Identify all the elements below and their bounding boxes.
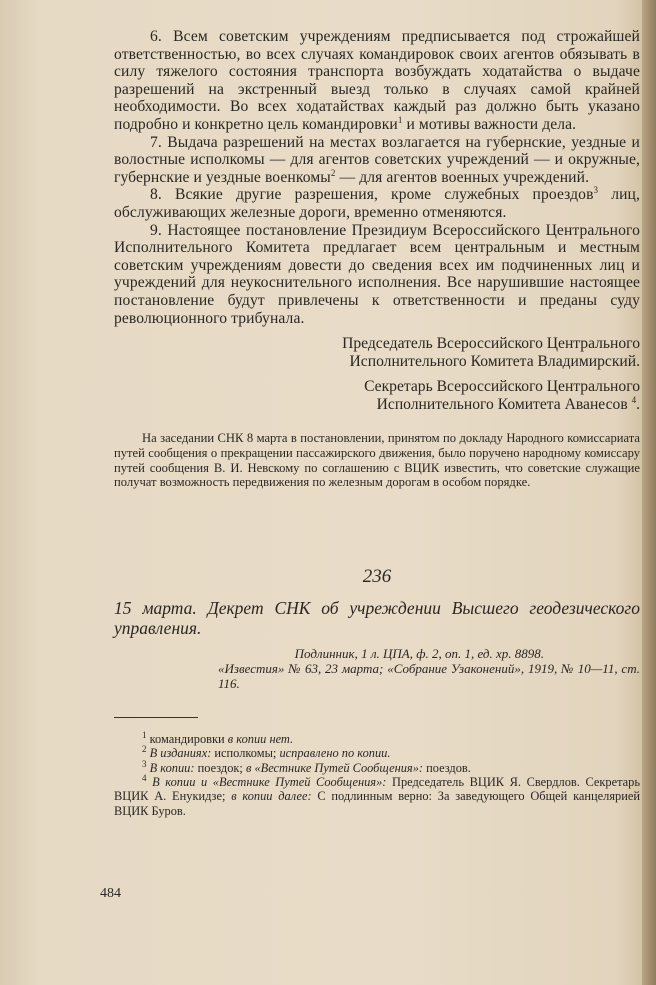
footnote-3 bbox=[114, 758, 640, 775]
paragraph-6-text: 6. Всем советским учреждениям предписывается под строжайшей ответственностью, во всех случаях командировок своих агентов обязывать в силу тяжелого состояния транспорта возбуждать ходатайства о выдаче разрешений на экстренный выезд только в случаях самой крайней необходимости. Во всех ходатайствах каждый раз должно быть указано подробно и конкретно цель командировки bbox=[114, 28, 640, 133]
footnote-4-italic-a: В копии и «Вестнике Путей Сообщения»: bbox=[146, 775, 387, 790]
paragraph-6-end: и мотивы важности дела. bbox=[402, 115, 577, 133]
footnote-3-text-a: поездок; bbox=[194, 760, 246, 775]
footnote-2-number: 2 bbox=[142, 744, 147, 755]
footnote-1 bbox=[114, 729, 640, 746]
footnote-3-italic-b: в «Вестнике Путей Сообщения»: bbox=[245, 760, 424, 775]
footnote-divider bbox=[114, 717, 198, 718]
paragraph-9: 9. Настоящее постановление Президиум Всероссийского Центрального Исполнительного Комитета предлагает всем центральным и местным советским учреждениям довести до сведения всех им подчиненных лиц и учреждений для неукоснительного исполнения. Все нарушившие настоящее постановление будут привлечены к ответственности и преданы суду революционного трибунала. bbox=[114, 221, 640, 327]
footnote-ref-1: 1 bbox=[397, 114, 403, 125]
document-number: 236 bbox=[362, 565, 392, 587]
footnote-ref-4: 4 bbox=[631, 394, 637, 405]
secretary-signature-line-1: Секретарь Всероссийского Центрального bbox=[364, 378, 640, 396]
footnote-1-text: командировки bbox=[146, 731, 228, 746]
footnote-3-italic-a: В копии: bbox=[146, 760, 195, 775]
paragraph-7 bbox=[114, 134, 640, 187]
footnote-4-text-b: С подлинным верно: За заведующего Общей канцелярией ВЦИК Буров. bbox=[114, 789, 640, 818]
secretary-name: Исполнительного Комитета Аванесов bbox=[376, 395, 628, 413]
footnote-4 bbox=[114, 772, 640, 818]
footnote-2-text: исполкомы; bbox=[211, 746, 280, 761]
footnote-1-italic: в копии нет. bbox=[227, 731, 294, 746]
source-line-2: «Известия» № 63, 23 марта; «Собрание Узаконений», 1919, № 10—11, ст. 116. bbox=[218, 660, 640, 691]
footnote-ref-2: 2 bbox=[330, 167, 336, 178]
footnote-2-italic-b: исправлено по копии. bbox=[279, 746, 391, 761]
chairman-signature-line-1: Председатель Всероссийского Центрального bbox=[342, 335, 640, 353]
page-text-block bbox=[114, 28, 640, 818]
source-line-1: Подлинник, 1 л. ЦПА, ф. 2, оп. 1, ед. хр. 8898. bbox=[294, 645, 544, 661]
paragraph-7-end: — для агентов военных учреждений. bbox=[335, 168, 590, 186]
chairman-signature-line-2: Исполнительного Комитета Владимирский. bbox=[349, 352, 640, 370]
page-number: 484 bbox=[100, 886, 121, 901]
editorial-note: На заседании СНК 8 марта в постановлении, принятом по докладу Народного комиссариата путей сообщения о прекращении пассажирского движения, было поручено народному комиссару путей сообщения В. И. Невскому по соглашению с ВЦИК известить, что советские служащие получат возможность передвижения по железным дорогам в особом порядке. bbox=[114, 431, 640, 490]
secretary-end: . bbox=[636, 395, 640, 413]
book-binding-edge bbox=[642, 0, 656, 985]
paragraph-8-text: 8. Всякие другие разрешения, кроме служебных проездов bbox=[150, 186, 594, 204]
paragraph-6 bbox=[114, 28, 640, 134]
document-source bbox=[114, 646, 640, 691]
secretary-signature-line-2 bbox=[114, 396, 640, 414]
paragraph-7-text: 7. Выдача разрешений на местах возлагается на губернские, уездные и волостные исполкомы — для агентов советских учреждений — и окружные, губернские и уездные военкомы bbox=[114, 133, 640, 186]
document-title: 15 марта. Декрет СНК об учреждении Высшего геодезического управления. bbox=[114, 597, 640, 638]
footnote-1-number: 1 bbox=[142, 729, 147, 740]
footnote-4-text-a: Председатель ВЦИК Я. Свердлов. Секретарь ВЦИК А. Енукидзе; bbox=[114, 775, 640, 804]
footnote-2 bbox=[114, 746, 640, 760]
paragraph-8-end: лиц, обслуживающих железные дороги, временно отменяются. bbox=[114, 186, 640, 221]
footnote-3-number: 3 bbox=[142, 758, 147, 769]
footnote-3-text-b: поездов. bbox=[423, 760, 471, 775]
paragraph-8 bbox=[114, 186, 640, 221]
footnote-2-italic-a: В изданиях: bbox=[146, 746, 212, 761]
footnote-4-italic-b: в копии далее: bbox=[231, 789, 312, 804]
footnote-4-number: 4 bbox=[142, 772, 147, 783]
footnote-ref-3: 3 bbox=[593, 185, 599, 196]
